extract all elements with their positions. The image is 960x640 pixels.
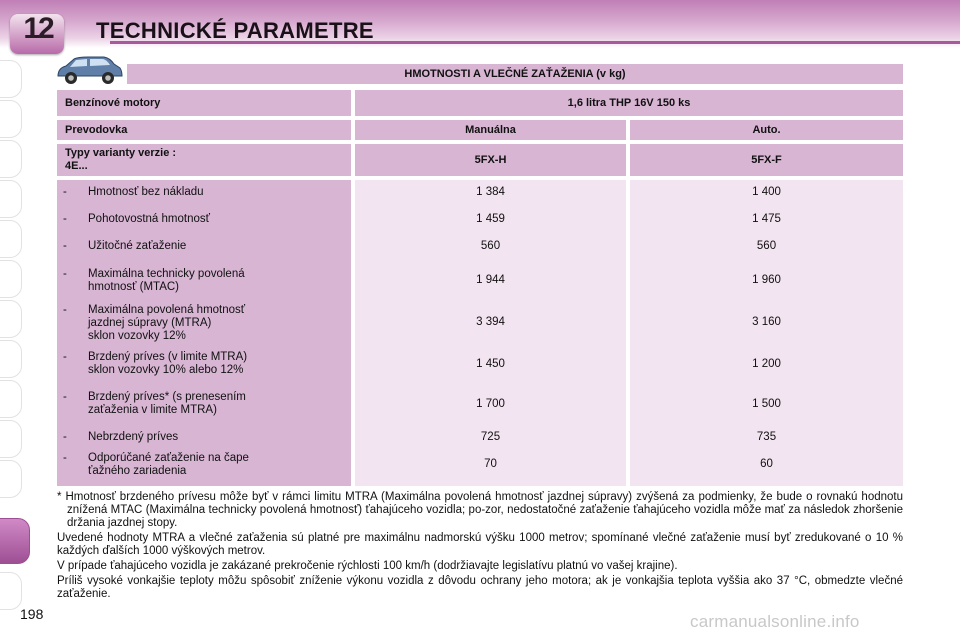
footnote-speed-limit: V prípade ťahajúceho vozidla je zakázané prekročenie rýchlosti 100 km/h (dodržiavajte legislatívu platnú vo vašej krajine). <box>57 560 678 572</box>
table-title: HMOTNOSTI A VLEČNÉ ZAŤAŽENIA (v kg) <box>127 64 903 84</box>
row-value-manual: 560 <box>480 240 501 252</box>
row-value-auto: 560 <box>756 240 777 252</box>
row-value-auto: 1 960 <box>752 274 781 286</box>
footnote-altitude: Uvedené hodnoty MTRA a vlečné zaťaženia sú platné pre maximálnu nadmorskú výšku 1000 metrov; spomínané vlečné zaťaženie musí byť zredukované o 10 % každých ďalších 1000 výškových metrov. <box>57 532 903 557</box>
variant-label-line2: 4E... <box>65 160 88 172</box>
chapter-tab-active[interactable] <box>0 518 30 564</box>
car-icon <box>54 54 124 86</box>
row-value-manual: 1 384 <box>476 186 505 198</box>
chapter-tab[interactable] <box>0 100 22 138</box>
chapter-tab[interactable] <box>0 140 22 178</box>
row-value-manual: 1 459 <box>476 213 505 225</box>
row-value-auto: 1 400 <box>752 186 781 198</box>
gearbox-auto: Auto. <box>630 120 903 140</box>
chapter-tab[interactable] <box>0 60 22 98</box>
chapter-number: 12 <box>23 12 53 45</box>
chapter-tab[interactable] <box>0 460 22 498</box>
chapter-tab[interactable] <box>0 300 22 338</box>
engine-label: Benzínové motory <box>57 90 351 116</box>
page-number: 198 <box>20 606 44 622</box>
gearbox-label: Prevodovka <box>57 120 351 140</box>
variant-label-line1: Typy varianty verzie : <box>65 147 177 159</box>
watermark: carmanualsonline.info <box>690 612 860 631</box>
chapter-tab[interactable] <box>0 260 22 298</box>
row-value-auto: 1 475 <box>752 213 781 225</box>
row-value-manual: 1 944 <box>476 274 505 286</box>
row-value-manual: 1 450 <box>476 358 505 370</box>
footnote-trailer-weight: * Hmotnosť brzdeného prívesu môže byť v rámci limitu MTRA (Maximálna povolená hmotnosť jazdnej súpravy) zvýšená za podmienky, že bude o rovnakú hodnotu znížená MTAC (Maximálna technicky povolená hmotnosť) ťahajúceho vozidla; po-zor, nedostatočné zaťaženie ťahajúceho vozidla môže mať za následok zhoršenie držania jazdnej stopy. <box>57 491 903 529</box>
chapter-tab[interactable] <box>0 420 22 458</box>
row-value-auto: 1 500 <box>752 398 781 410</box>
row-value-auto: 735 <box>756 431 777 443</box>
variant-label <box>57 144 351 176</box>
chapter-tab[interactable] <box>0 380 22 418</box>
chapter-tab[interactable] <box>0 572 22 610</box>
row-value-manual: 725 <box>480 431 501 443</box>
chapter-tab[interactable] <box>0 220 22 258</box>
row-value-auto: 3 160 <box>752 316 781 328</box>
row-value-manual: 1 700 <box>476 398 505 410</box>
row-value-manual: 3 394 <box>476 316 505 328</box>
gearbox-manual: Manuálna <box>355 120 626 140</box>
row-value-manual: 70 <box>484 458 497 470</box>
variant-auto: 5FX-F <box>630 144 903 176</box>
footnote-temperature: Príliš vysoké vonkajšie teploty môžu spôsobiť zníženie výkonu vozidla z dôvodu ochrany jeho motora; ak je vonkajšia teplota vyššia ako 37 °C, obmedzte vlečné zaťaženie. <box>57 575 903 600</box>
engine-value: 1,6 litra THP 16V 150 ks <box>355 90 903 116</box>
footnotes <box>57 491 903 603</box>
chapter-tab[interactable] <box>0 340 22 378</box>
page-title: TECHNICKÉ PARAMETRE <box>96 18 374 43</box>
chapter-tab[interactable] <box>0 180 22 218</box>
row-value-auto: 1 200 <box>752 358 781 370</box>
variant-manual: 5FX-H <box>355 144 626 176</box>
row-value-auto: 60 <box>760 458 773 470</box>
